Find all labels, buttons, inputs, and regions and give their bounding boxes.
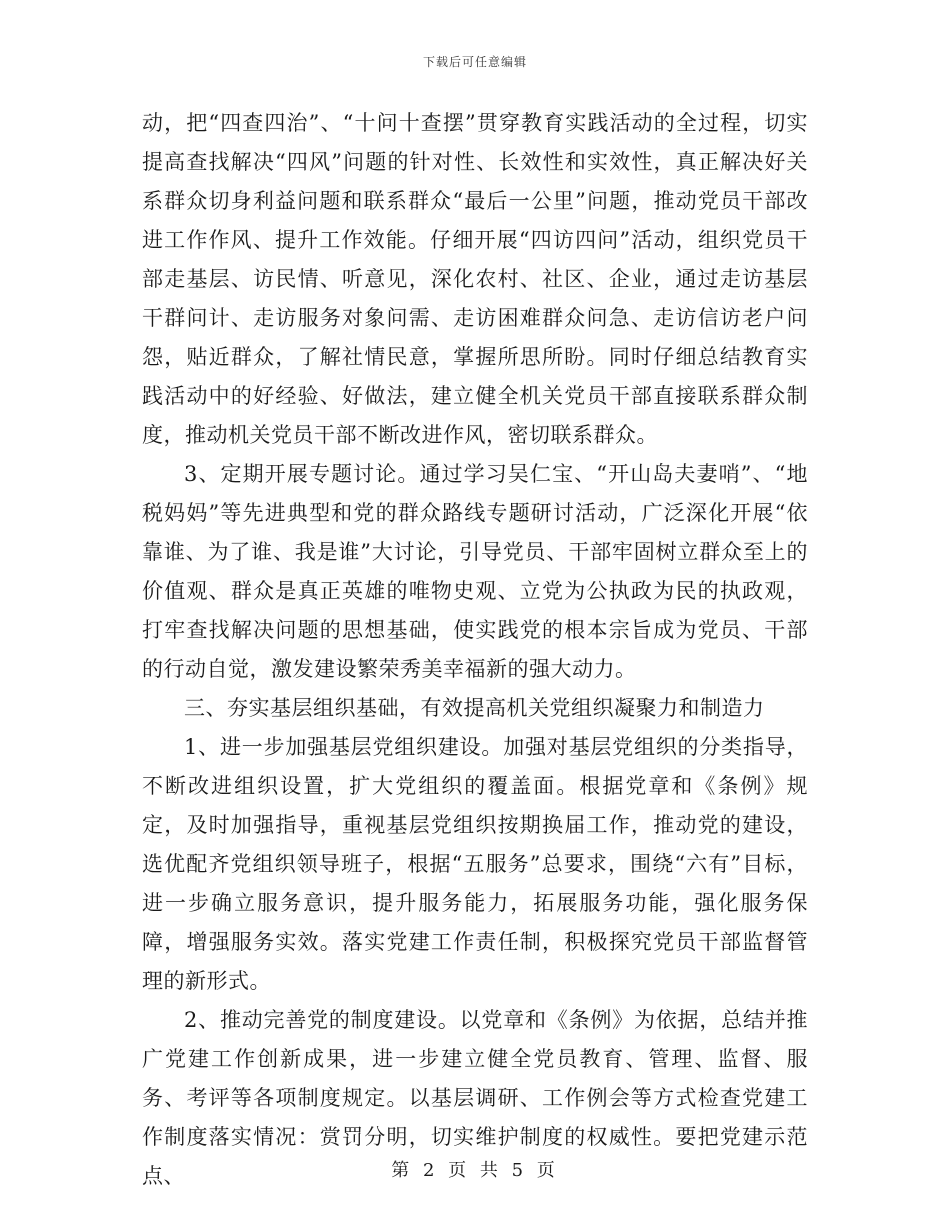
paragraph-continuation: 动，把“四查四治”、“十问十查摆”贯穿教育实践活动的全过程，切实提高查找解决“四风”问题的针对性、长效性和实效性，真正解决好关系群众切身利益问题和联系群众“最后一公里”问题，推动党员干部改进工作作风、提升工作效能。仔细开展“四访四问”活动，组织党员干部走基层、访民情、听意见，深化农村、社区、企业，通过走访基层干群问计、走访服务对象问需、走访困难群众问急、走访信访老户问怨，贴近群众，了解社情民意，掌握所思所盼。同时仔细总结教育实践活动中的好经验、好做法，建立健全机关党员干部直接联系群众制度，推动机关党员干部不断改进作风，密切联系群众。 — [142, 111, 808, 447]
body-text — [142, 104, 808, 1196]
header-note: 下载后可任意编辑 — [422, 55, 527, 69]
section-heading: 三、夯实基层组织基础，有效提高机关党组织凝聚力和制造力 — [184, 696, 765, 720]
page-footer: 第 2 页 共 5 页 — [391, 1160, 559, 1181]
paragraph-section-item-1: 1、进一步加强基层党组织建设。加强对基层党组织的分类指导，不断改进组织设置，扩大党组织的覆盖面。根据党章和《条例》规定，及时加强指导，重视基层党组织按期换届工作，推动党的建设，选优配齐党组织领导班子，根据“五服务”总要求，围绕“六有”目标，进一步确立服务意识，提升服务能力，拓展服务功能，强化服务保障，增强服务实效。落实党建工作责任制，积极探究党员干部监督管理的新形式。 — [142, 735, 808, 993]
paragraph-item-3: 3、定期开展专题讨论。通过学习吴仁宝、“开山岛夫妻哨”、“地税妈妈”等先进典型和党的群众路线专题研讨活动，广泛深化开展“依靠谁、为了谁、我是谁”大讨论，引导党员、干部牢固树立群众至上的价值观、群众是真正英雄的唯物史观、立党为公执政为民的执政观，打牢查找解决问题的思想基础，使实践党的根本宗旨成为党员、干部的行动自觉，激发建设繁荣秀美幸福新的强大动力。 — [142, 462, 808, 681]
paragraph-section-item-2: 2、推动完善党的制度建设。以党章和《条例》为依据，总结并推广党建工作创新成果，进一步建立健全党员教育、管理、监督、服务、考评等各项制度规定。以基层调研、工作例会等方式检查党建工作制度落实情况：赏罚分明，切实维护制度的权威性。要把党建示范点、 — [142, 1008, 808, 1188]
